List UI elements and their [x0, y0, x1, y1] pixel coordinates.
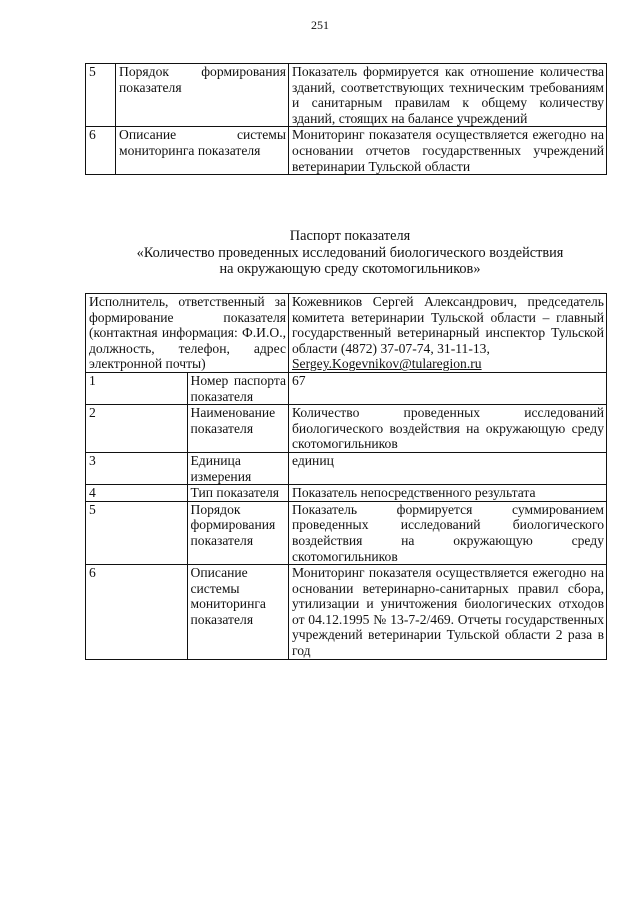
row-number: 4 [86, 485, 188, 502]
row-label: Порядок формирования показателя [187, 501, 289, 564]
row-label: Единица измерения [187, 452, 289, 484]
table-row [86, 452, 607, 484]
top-table [85, 63, 607, 175]
row-label: Описание системы мониторинга показателя [116, 127, 289, 175]
row-number: 5 [86, 64, 116, 127]
executor-email: Sergey.Kogevnikov@tularegion.ru [292, 356, 482, 372]
row-value: 67 [289, 372, 607, 404]
row-label: Тип показателя [187, 485, 289, 502]
passport-table [85, 293, 607, 660]
table-row [86, 64, 607, 127]
row-label: Наименование показателя [187, 405, 289, 453]
passport-title-line: Паспорт показателя [289, 228, 411, 244]
row-label: Порядок формирования показателя [116, 64, 289, 127]
row-value: Количество проведенных исследований биологического воздействия на окружающую среду скотомогильников [289, 405, 607, 453]
table-row [86, 127, 607, 175]
row-value: Показатель формируется как отношение количества зданий, соответствующих техническим требованиям и санитарным правилам к общему количеству зданий, стоящих на балансе учреждений [289, 64, 607, 127]
executor-value [289, 294, 607, 373]
row-number: 6 [86, 565, 188, 660]
passport-title-line: «Количество проведенных исследований биологического воздействия [136, 244, 564, 261]
table-row [86, 294, 607, 373]
executor-label: Исполнитель, ответственный за формирование показателя (контактная информация: Ф.И.О., должность, телефон, адрес электронной почты) [86, 294, 289, 373]
table-row [86, 565, 607, 660]
row-value: Мониторинг показателя осуществляется ежегодно на основании отчетов государственных учреждений ветеринарии Тульской области [289, 127, 607, 175]
row-value: Показатель непосредственного результата [289, 485, 607, 502]
row-value: Мониторинг показателя осуществляется ежегодно на основании ветеринарно-санитарных правил сбора, утилизации и уничтожения биологических отходов от 04.12.1995 № 13-7-2/469. Отчеты государственных учреждений ветеринарии Тульской области 2 раза в год [289, 565, 607, 660]
row-value: единиц [289, 452, 607, 484]
row-number: 2 [86, 405, 188, 453]
table-row [86, 372, 607, 404]
row-number: 6 [86, 127, 116, 175]
table-row [86, 485, 607, 502]
row-number: 3 [86, 452, 188, 484]
row-value: Показатель формируется суммированием проведенных исследований биологического воздействия на окружающую среду скотомогильников [289, 501, 607, 564]
page-number: 251 [311, 18, 329, 32]
executor-contact-text: Кожевников Сергей Александрович, председатель комитета ветеринарии Тульской области – главный государственный ветеринарный инспектор Тульской области (4872) 37-07-74, 31-11-13, [292, 294, 604, 356]
row-label: Описание системы мониторинга показателя [187, 565, 289, 660]
row-number: 1 [86, 372, 188, 404]
row-number: 5 [86, 501, 188, 564]
table-row [86, 405, 607, 453]
passport-title [60, 228, 640, 278]
table-row [86, 501, 607, 564]
passport-title-line: на окружающую среду скотомогильников» [219, 261, 481, 277]
row-label: Номер паспорта показателя [187, 372, 289, 404]
